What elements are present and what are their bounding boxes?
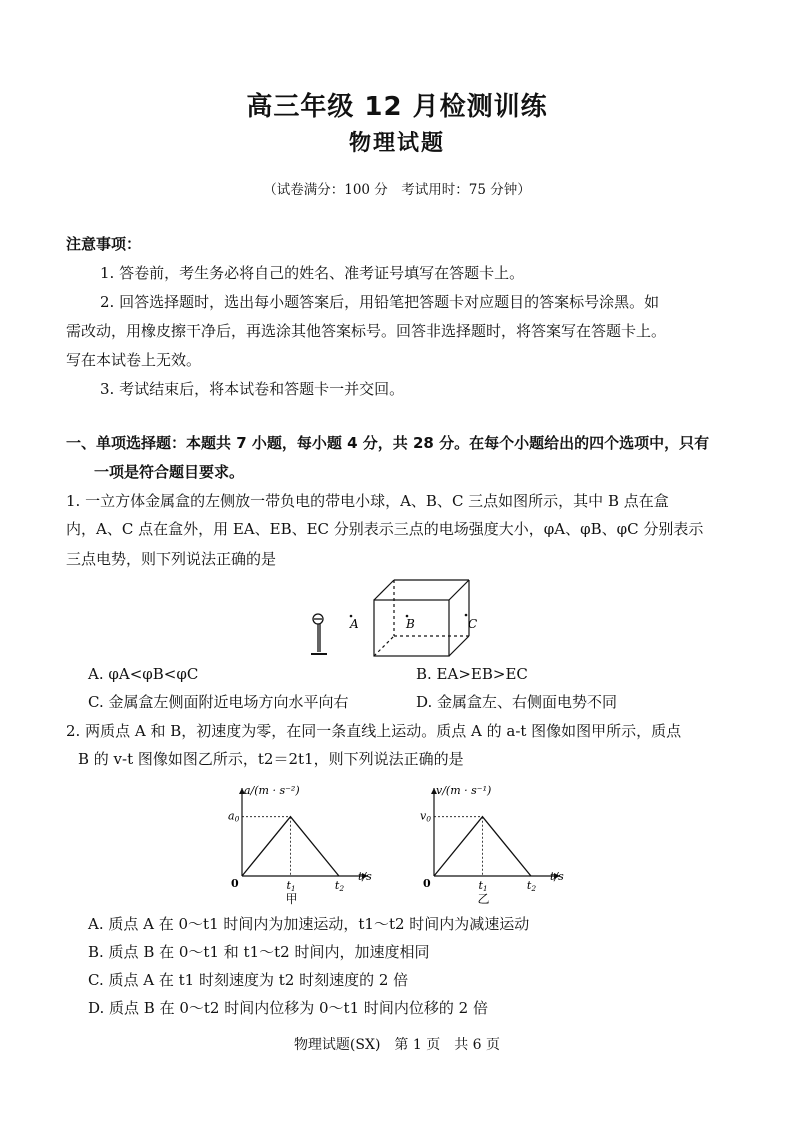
graph-a-t — [222, 780, 382, 908]
q2-option-d: D. 质点 B 在 0～t2 时间内位移为 0～t1 时间内位移的 2 倍 — [88, 999, 488, 1017]
notice-item-2-line-2: 需改动，用橡皮擦干净后，再选涂其他答案标号。回答非选择题时，将答案写在答题卡上。 — [66, 322, 667, 340]
y-axis-label: a/(m · s⁻²) — [244, 784, 300, 797]
charged-ball-on-stand — [311, 614, 327, 654]
q1-stem-line-3: 三点电势，则下列说法正确的是 — [66, 550, 277, 568]
q1-option-b: B. EA>EB>EC — [416, 665, 528, 683]
y-tick-label: a0 — [228, 809, 240, 824]
subject-title: 物理试题 — [348, 131, 445, 156]
q1-stem-line-1: 1. 一立方体金属盒的左侧放一带负电的带电小球，A、B、C 三点如图所示，其中 B 点在盒 — [66, 492, 669, 510]
notice-item-1: 1. 答卷前，考生务必将自己的姓名、准考证号填写在答题卡上。 — [100, 264, 525, 282]
x-tick-label-t2: t2 — [334, 879, 345, 893]
y-axis-label: v/(m · s⁻¹) — [436, 784, 492, 797]
page-footer: 物理试题(SX) 第 1 页 共 6 页 — [293, 1037, 501, 1053]
origin-label: 0 — [423, 877, 431, 890]
origin-label: 0 — [231, 877, 239, 890]
graph-v-t — [414, 780, 574, 908]
x-tick-label-t1: t1 — [286, 879, 296, 893]
q2-stem-line-1: 2. 两质点 A 和 B，初速度为零，在同一条直线上运动。质点 A 的 a-t 图像如图甲所示，质点 — [66, 722, 682, 740]
exam-info: （试卷满分：100 分 考试用时：75 分钟） — [263, 182, 531, 198]
q1-figure — [300, 572, 500, 662]
section-heading-line-1: 一、单项选择题：本题共 7 小题，每小题 4 分，共 28 分。在每个小题给出的四个选项中，只有 — [66, 434, 710, 452]
x-axis-label: t/s — [550, 870, 564, 883]
notice-item-2-line-1: 2. 回答选择题时，选出每小题答案后，用铅笔把答题卡对应题目的答案标号涂黑。如 — [100, 293, 660, 311]
q1-option-d: D. 金属盒左、右侧面电势不同 — [416, 693, 618, 711]
x-tick-label-t2: t2 — [526, 879, 537, 893]
q1-option-a: A. φA<φB<φC — [88, 665, 199, 683]
q2-stem-line-2: B 的 v-t 图像如图乙所示，t2＝2t1，则下列说法正确的是 — [78, 750, 464, 768]
q1-stem-line-2: 内，A、C 点在盒外，用 EA、EB、EC 分别表示三点的电场强度大小，φA、φB、φC 分别表示 — [66, 520, 704, 538]
notice-item-2-line-3: 写在本试卷上无效。 — [66, 351, 202, 369]
x-tick-label-t1: t1 — [478, 879, 488, 893]
metal-cube — [374, 580, 469, 656]
q2-option-c: C. 质点 A 在 t1 时刻速度为 t2 时刻速度的 2 倍 — [88, 971, 409, 989]
y-tick-label: v0 — [420, 809, 431, 824]
point-c-label: C — [468, 617, 478, 631]
q2-option-a: A. 质点 A 在 0～t1 时间内为加速运动，t1～t2 时间内为减速运动 — [88, 915, 530, 933]
x-axis-label: t/s — [358, 870, 372, 883]
q2-option-b: B. 质点 B 在 0～t1 和 t1～t2 时间内，加速度相同 — [88, 943, 430, 961]
point-a-label: A — [350, 617, 359, 631]
graph-caption: 乙 — [477, 892, 490, 906]
exam-title: 高三年级 12 月检测训练 — [246, 92, 548, 122]
section-heading-line-2: 一项是符合题目要求。 — [94, 463, 245, 481]
notice-heading: 注意事项： — [66, 235, 142, 253]
point-c-dot — [465, 614, 468, 617]
notice-item-3: 3. 考试结束后，将本试卷和答题卡一并交回。 — [100, 380, 405, 398]
graph-caption: 甲 — [285, 892, 298, 906]
point-b-label: B — [406, 617, 415, 631]
q1-option-c: C. 金属盒左侧面附近电场方向水平向右 — [88, 693, 349, 711]
